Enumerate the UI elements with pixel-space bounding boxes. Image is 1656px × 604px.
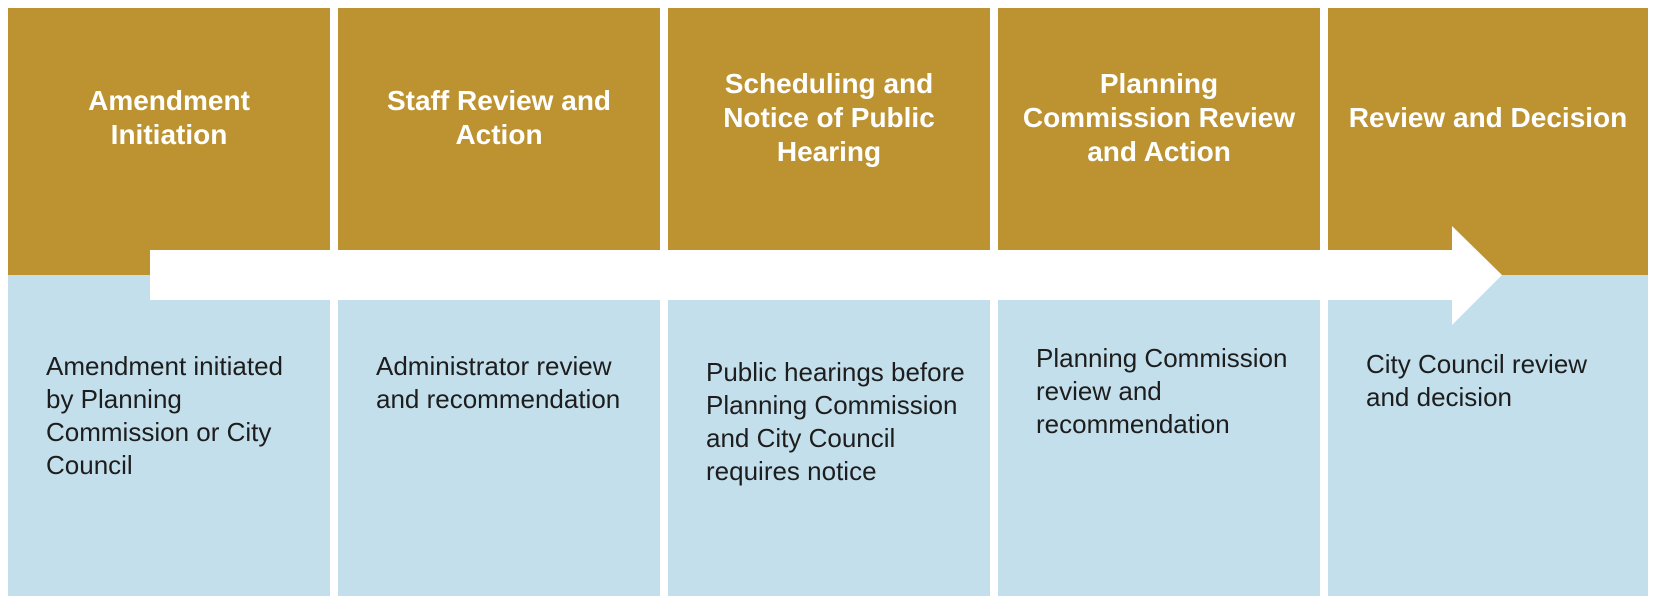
stage-header: [1328, 8, 1648, 250]
stage-header: [668, 8, 990, 250]
stage-amendment-initiation: [8, 8, 330, 596]
stage-planning-commission: [998, 8, 1320, 596]
stage-description: Amendment initiated by Planning Commission or City Council: [8, 300, 330, 596]
stage-description: Administrator review and recommendation: [338, 300, 660, 596]
stage-title: Scheduling and Notice of Public Hearing: [723, 68, 935, 167]
stage-title: Amendment Initiation: [88, 85, 250, 150]
stage-review-decision: [1328, 8, 1648, 596]
stage-staff-review: [338, 8, 660, 596]
stage-header: [8, 8, 330, 250]
arrow-band: [8, 250, 330, 300]
arrow-band: [338, 250, 660, 300]
stage-description: Public hearings before Planning Commission and City Council requires notice: [668, 300, 990, 596]
stage-title: Planning Commission Review and Action: [1022, 68, 1296, 167]
stage-description: City Council review and decision: [1328, 300, 1648, 596]
stage-header: [998, 8, 1320, 250]
stage-description: Planning Commission review and recommendation: [998, 300, 1320, 596]
stage-title: Staff Review and Action: [386, 85, 612, 150]
arrow-band: [668, 250, 990, 300]
stage-title: Review and Decision: [1348, 102, 1628, 133]
arrow-band: [1328, 250, 1648, 300]
stage-scheduling-notice: [668, 8, 990, 596]
stage-header: [338, 8, 660, 250]
arrow-band: [998, 250, 1320, 300]
